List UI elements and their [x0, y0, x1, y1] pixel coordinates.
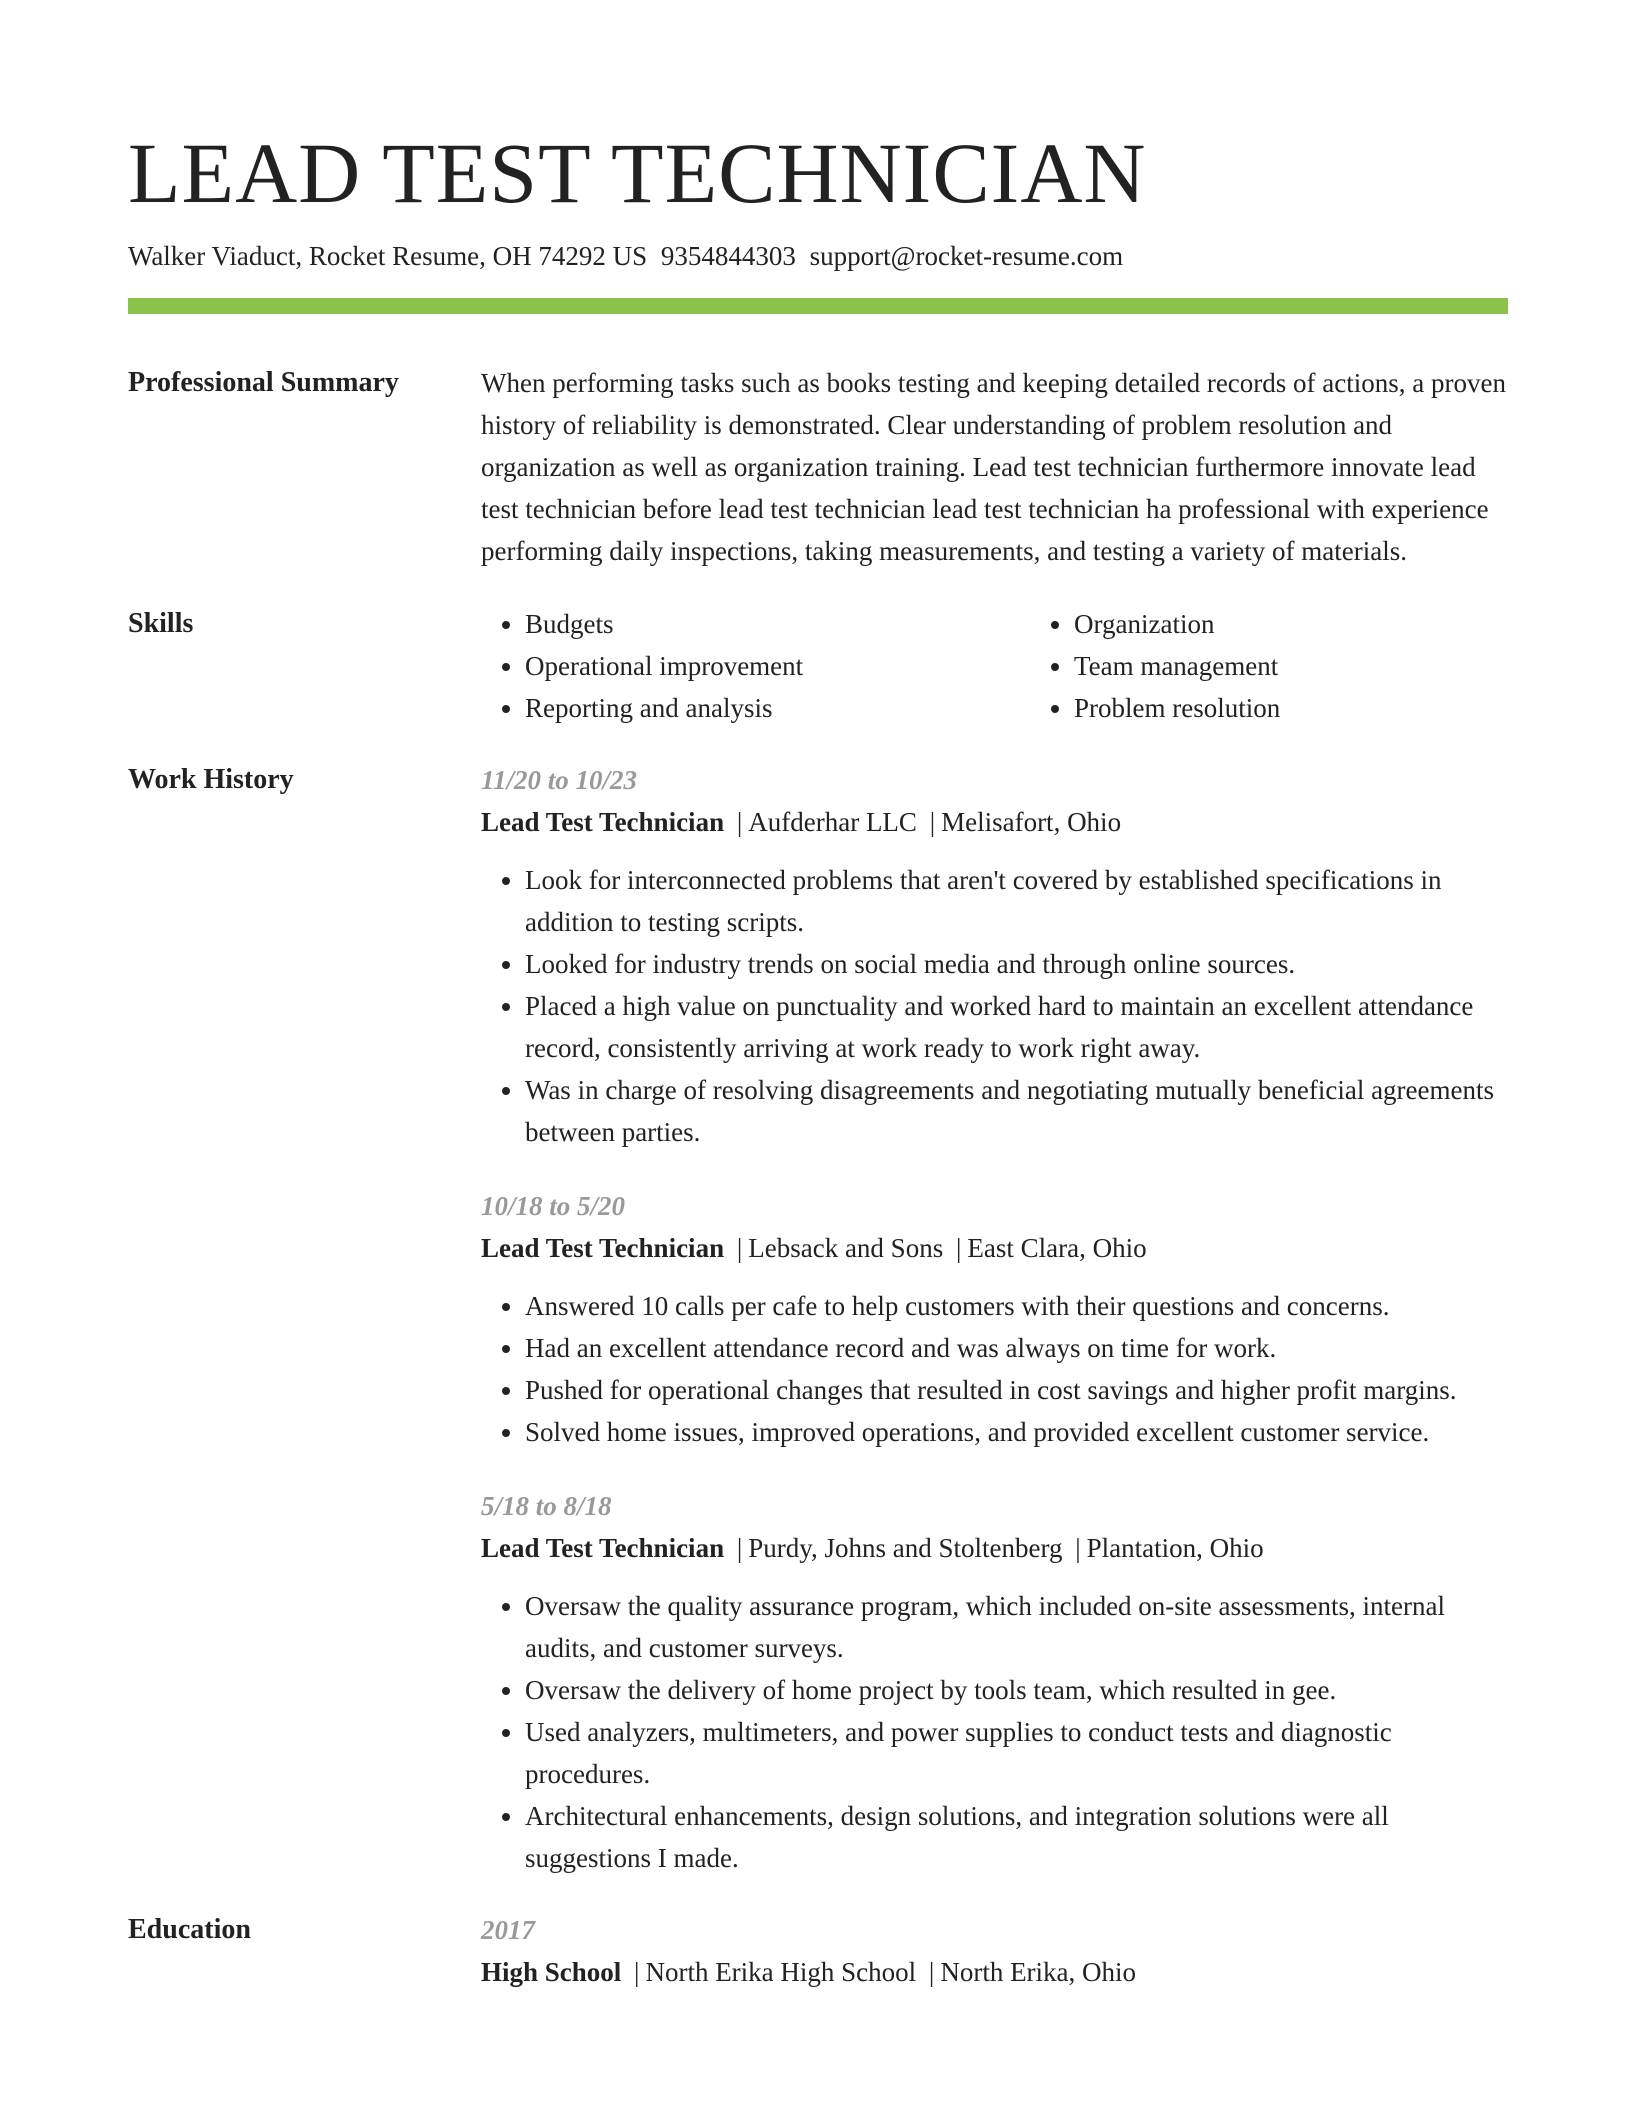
separator: |	[736, 807, 743, 837]
accent-divider	[128, 298, 1508, 314]
job-bullet: • Used analyzers, multimeters, and power supplies to conduct tests and diagnostic procedures.	[525, 1711, 1508, 1795]
summary-text: When performing tasks such as books testing and keeping detailed records of actions, a proven history of reliability is demonstrated. Clear understanding of problem resolution and organization as well as organization training. Lead test technician furthermore innovate lead test technician before lead test technician lead test technician ha professional with experience performing daily inspections, taking measurements, and testing a variety of materials.	[481, 368, 1506, 566]
job-bullet: • Was in charge of resolving disagreements and negotiating mutually beneficial agreements between parties.	[525, 1069, 1508, 1153]
job-bullets	[481, 1285, 1508, 1453]
job-bullet: • Look for interconnected problems that aren't covered by established specifications in addition to testing scripts.	[525, 859, 1508, 943]
job-bullets	[481, 859, 1508, 1153]
email: support@rocket-resume.com	[809, 241, 1124, 271]
job-bullet: • Placed a high value on punctuality and worked hard to maintain an excellent attendance record, consistently arriving at work ready to work right away.	[525, 985, 1508, 1069]
job-title: Lead Test Technician	[481, 1533, 725, 1563]
job-location: Melisafort, Ohio	[941, 807, 1122, 837]
job-entry	[481, 1485, 1508, 1879]
section-label-skills: Skills	[128, 608, 194, 639]
education-degree: High School	[481, 1957, 622, 1987]
separator: |	[634, 1957, 640, 1987]
job-bullets	[481, 1585, 1508, 1879]
skill-item: • Operational improvement	[525, 645, 1030, 687]
summary-section	[128, 362, 1508, 572]
skills-column-left	[481, 603, 1030, 729]
job-bullet: • Oversaw the delivery of home project by tools team, which resulted in gee.	[525, 1669, 1508, 1711]
skill-item: • Budgets	[525, 603, 1030, 645]
job-bullet: • Pushed for operational changes that resulted in cost savings and higher profit margins.	[525, 1369, 1508, 1411]
job-entry	[481, 759, 1508, 1153]
job-company: Aufderhar LLC	[748, 807, 917, 837]
job-company: Purdy, Johns and Stoltenberg	[748, 1533, 1063, 1563]
job-dates: 10/18 to 5/20	[481, 1191, 626, 1221]
job-bullet: • Answered 10 calls per cafe to help customers with their questions and concerns.	[525, 1285, 1508, 1327]
education-location: North Erika, Ohio	[940, 1957, 1137, 1987]
job-title-line	[481, 1227, 1508, 1269]
work-history-section	[128, 759, 1508, 1879]
job-bullet: • Architectural enhancements, design solutions, and integration solutions were all suggestions I made.	[525, 1795, 1508, 1879]
separator: |	[928, 1957, 935, 1987]
job-company: Lebsack and Sons	[748, 1233, 944, 1263]
skills-column-right	[1030, 603, 1579, 729]
section-label-summary: Professional Summary	[128, 367, 399, 398]
skill-item: • Reporting and analysis	[525, 687, 1030, 729]
skill-item: • Team management	[1074, 645, 1579, 687]
skill-item: • Organization	[1074, 603, 1579, 645]
job-dates: 11/20 to 10/23	[481, 765, 638, 795]
separator: |	[736, 1233, 743, 1263]
separator: |	[736, 1533, 743, 1563]
job-location: East Clara, Ohio	[967, 1233, 1147, 1263]
separator: |	[955, 1233, 962, 1263]
job-bullet: • Had an excellent attendance record and was always on time for work.	[525, 1327, 1508, 1369]
section-label-education: Education	[128, 1914, 251, 1945]
job-title-line	[481, 801, 1508, 843]
contact-line	[128, 236, 1508, 276]
education-line	[481, 1951, 1508, 1993]
job-location: Plantation, Ohio	[1086, 1533, 1264, 1563]
job-bullet: • Looked for industry trends on social media and through online sources.	[525, 943, 1508, 985]
phone: 9354844303	[660, 241, 796, 271]
job-bullet: • Solved home issues, improved operations, and provided excellent customer service.	[525, 1411, 1508, 1453]
job-title-line	[481, 1527, 1508, 1569]
job-title: Lead Test Technician	[481, 807, 725, 837]
skills-grid	[481, 603, 1579, 729]
job-bullet: • Oversaw the quality assurance program, which included on-site assessments, internal audits, and customer surveys.	[525, 1585, 1508, 1669]
separator: |	[929, 807, 936, 837]
job-entry	[481, 1185, 1508, 1453]
separator: |	[1075, 1533, 1081, 1563]
candidate-name: LEAD TEST TECHNICIAN	[128, 125, 1147, 221]
resume-page	[128, 118, 1508, 1993]
job-title: Lead Test Technician	[481, 1233, 725, 1263]
education-year: 2017	[481, 1915, 535, 1945]
skills-section	[128, 603, 1508, 729]
education-section	[128, 1909, 1508, 1993]
skill-item: • Problem resolution	[1074, 687, 1579, 729]
education-school: North Erika High School	[645, 1957, 917, 1987]
job-dates: 5/18 to 8/18	[481, 1491, 612, 1521]
address: Walker Viaduct, Rocket Resume, OH 74292 US	[128, 241, 648, 271]
section-label-work-history: Work History	[128, 764, 294, 795]
